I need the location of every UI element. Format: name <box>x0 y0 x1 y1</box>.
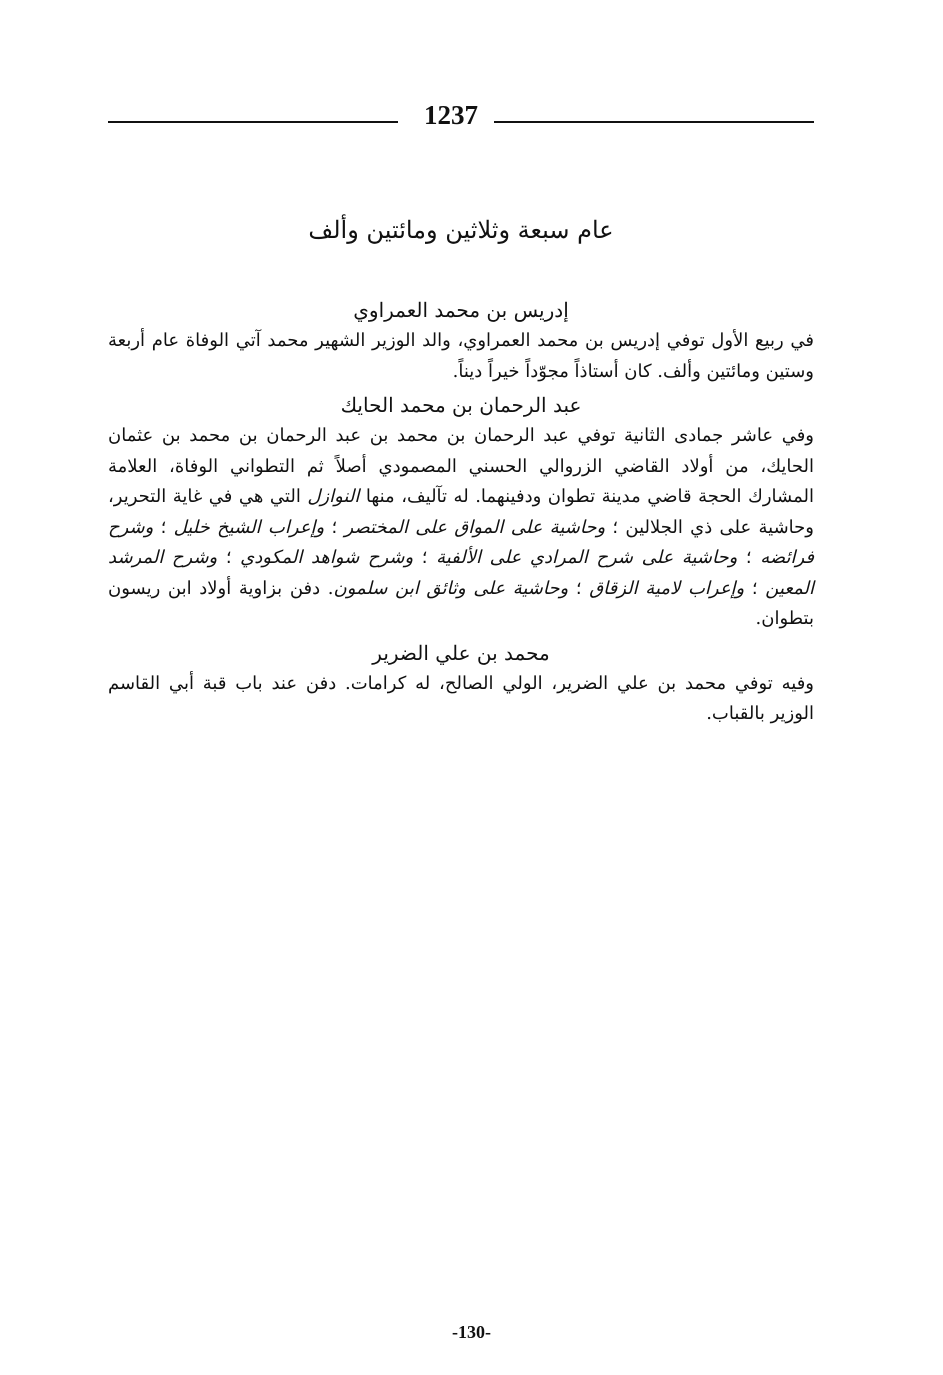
book-title: وحاشية على المواق على المختصر <box>344 516 606 538</box>
header-rule-left <box>108 121 398 123</box>
book-title: وحاشية على وثائق ابن سلمون <box>333 577 569 599</box>
separator: ؛ <box>217 547 241 568</box>
header-rule-right <box>494 121 814 123</box>
entry-text: في ربيع الأول توفي إدريس بن محمد العمراوي، والد الوزير الشهير محمد آتي الوفاة عام أربعة وستين ومائتين وألف. كان أستاذاً مجوّداً خيراً ديناً. <box>108 330 814 382</box>
year-heading: 1237 <box>424 100 478 130</box>
book-title: وشرح شواهد المكودي <box>240 547 414 568</box>
book-title: وإعراب لامية الزقاق <box>589 577 745 599</box>
entry-text <box>108 421 814 635</box>
entry-name: محمد بن علي الضرير <box>372 640 550 665</box>
entry-text-segment: التي هي في غاية التحرير، وحاشية على ذي الجلالين ؛ <box>108 486 814 538</box>
book-title: وشرح المرشد المعين <box>108 547 814 599</box>
book-title: وشرح فرائضه <box>108 516 814 568</box>
entry-name: إدريس بن محمد العمراوي <box>353 298 569 322</box>
entry-text-segment: . دفن بزاوية أولاد ابن ريسون بتطوان. <box>108 577 814 629</box>
book-title: وحاشية على شرح المرادي على الألفية <box>436 547 738 568</box>
book-title: وإعراب الشيخ خليل <box>173 516 325 538</box>
separator: ؛ <box>568 577 590 599</box>
entry-name: عبد الرحمان بن محمد الحايك <box>340 393 582 417</box>
separator: ؛ <box>744 577 766 599</box>
chapter-title: عام سبعة وثلاثين ومائتين وألف <box>308 216 614 244</box>
page-number: -130- <box>452 1322 491 1342</box>
page-header <box>108 98 814 138</box>
separator: ؛ <box>413 547 437 568</box>
separator: ؛ <box>324 516 345 538</box>
page-body <box>108 210 814 732</box>
entry-text-segment: وفي عاشر جمادى الثانية توفي عبد الرحمان بن محمد بن عبد الرحمان بن محمد بن عثمان الحايك، من أولاد القاضي الزروالي الحسني المصمودي أصلاً ثم التطواني الوفاة، العلامة المشارك الحجة قاضي مدينة تطوان ودفينهما. له تآليف، منها <box>108 425 814 507</box>
entry-text: وفيه توفي محمد بن علي الضرير، الولي الصالح، له كرامات. دفن عند باب قبة أبي القاسم الوزير بالقباب. <box>108 672 814 724</box>
book-title: النوازل <box>307 486 360 507</box>
separator: ؛ <box>737 547 761 568</box>
separator: ؛ <box>153 516 174 538</box>
